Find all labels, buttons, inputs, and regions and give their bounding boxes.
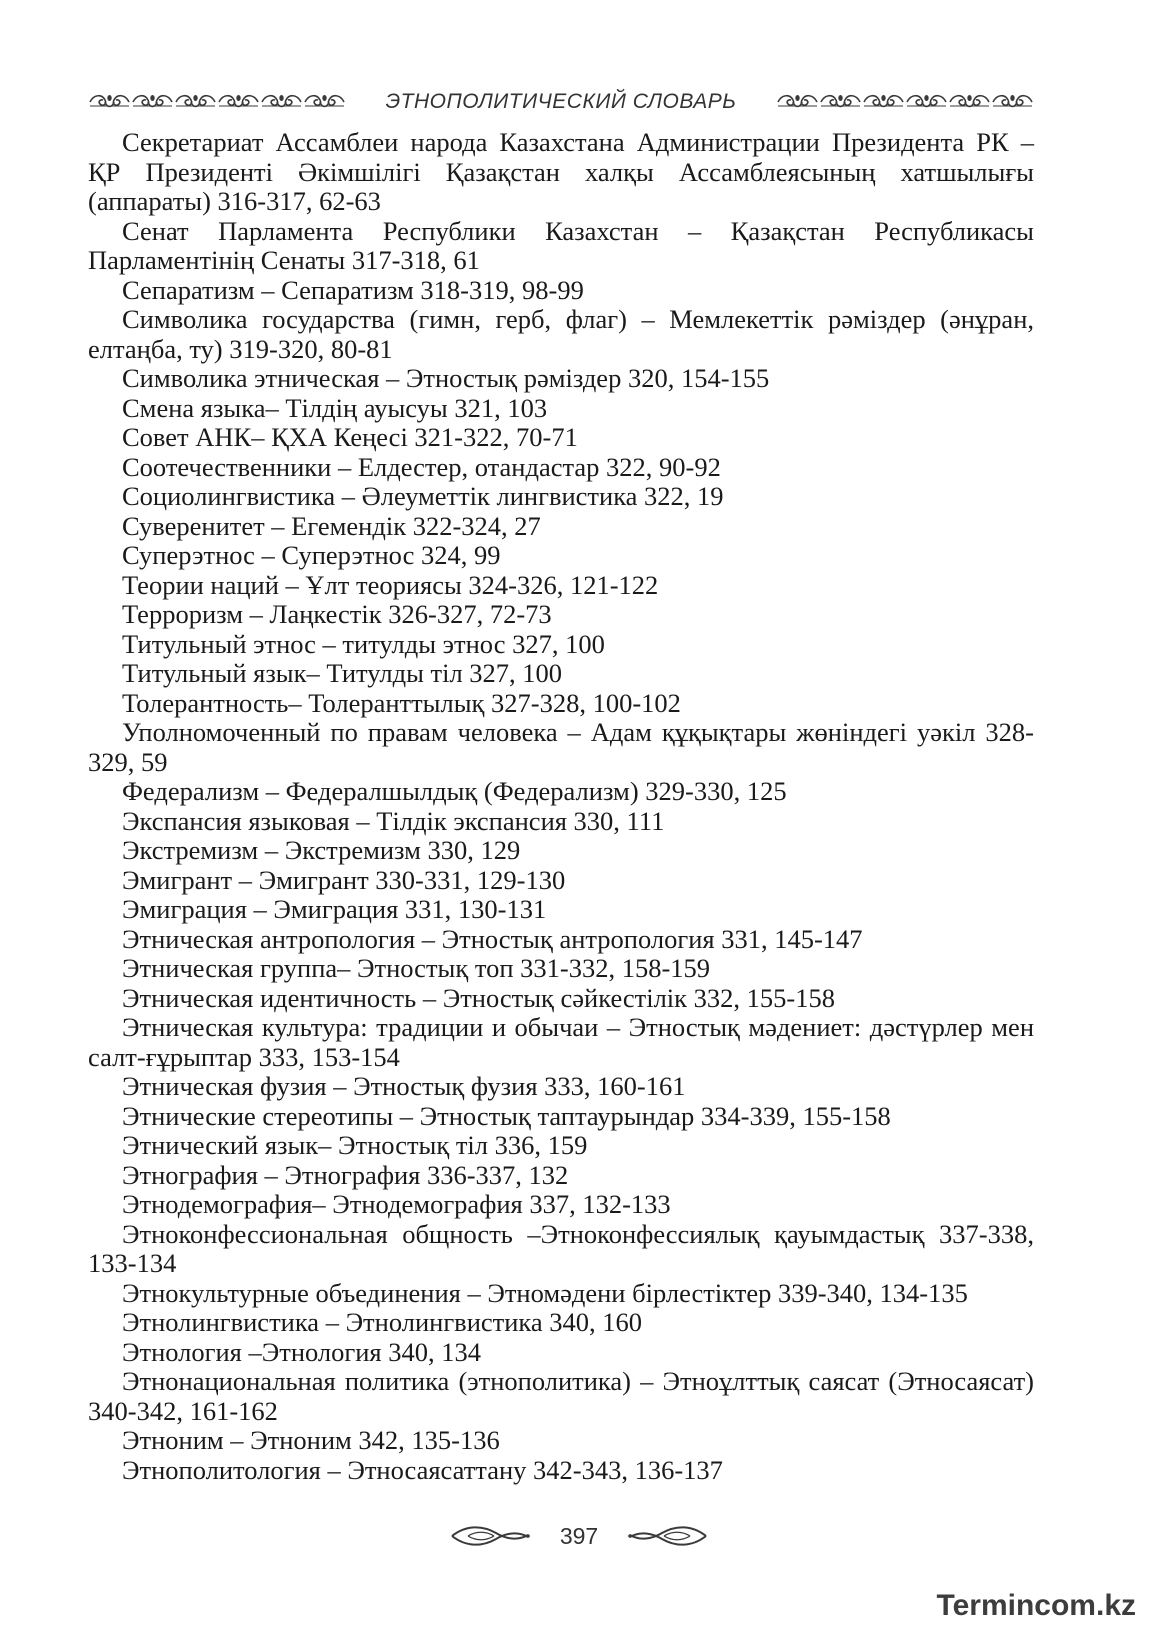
index-entry: Символика этническая – Этностық рәміздер 320, 154-155 bbox=[122, 363, 770, 393]
index-entry: Этнология –Этнология 340, 134 bbox=[122, 1336, 481, 1367]
running-header bbox=[88, 84, 1034, 120]
index-entry: Этнический язык– Этностық тіл 336, 159 bbox=[122, 1130, 588, 1160]
header-title: ЭТНОПОЛИТИЧЕСКИЙ СЛОВАРЬ bbox=[385, 90, 737, 113]
index-entry: Суверенитет – Егемендік 322-324, 27 bbox=[122, 510, 541, 541]
index-entry: Сенат Парламента Республики Казахстан – Қазақстан Республикасы Парламентінің Сенаты 317-318, 61 bbox=[88, 215, 1034, 275]
page-footer bbox=[0, 1516, 1158, 1556]
index-entry: Этнонациональная политика (этнополитика) – Этноұлттық саясат (Этносаясат) 340-342, 161-162 bbox=[88, 1366, 1034, 1426]
index-entry: Социолингвистика – Әлеуметтік лингвистика 322, 19 bbox=[122, 481, 724, 511]
swirl-ornament-icon bbox=[448, 1523, 532, 1549]
page-number: 397 bbox=[559, 1522, 599, 1549]
index-entry: Соотечественники – Елдестер, отандастар 322, 90-92 bbox=[122, 451, 721, 482]
index-entry: Секретариат Ассамблеи народа Казахстана Администрации Президента РК – ҚР Президенті Әкімшілігі Қазақстан халқы Ассамблеясының хатшылығы (аппараты) 316-317, 62-63 bbox=[88, 127, 1034, 216]
index-entry: Этноним – Этноним 342, 135-136 bbox=[122, 1425, 500, 1455]
index-entries bbox=[88, 128, 1034, 1485]
index-entry: Этнография – Этнография 336-337, 132 bbox=[122, 1159, 569, 1190]
index-entry: Толерантность– Толеранттылық 327-328, 100-102 bbox=[122, 687, 681, 718]
index-entry: Федерализм – Федералшылдық (Федерализм) 329-330, 125 bbox=[122, 776, 787, 806]
index-entry: Этнические стереотипы – Этностық таптаурындар 334-339, 155-158 bbox=[122, 1100, 891, 1131]
index-entry: Этнодемография– Этнодемография 337, 132-133 bbox=[122, 1189, 671, 1219]
index-entry: Этнолингвистика – Этнолингвистика 340, 160 bbox=[122, 1307, 643, 1337]
index-entry: Терроризм – Лаңкестік 326-327, 72-73 bbox=[122, 599, 552, 629]
index-entry: Уполномоченный по правам человека – Адам құқықтары жөніндегі уәкіл 328-329, 59 bbox=[88, 717, 1034, 777]
index-entry: Теории наций – Ұлт теориясы 324-326, 121-122 bbox=[122, 569, 659, 600]
index-entry: Суперэтнос – Суперэтнос 324, 99 bbox=[122, 540, 501, 570]
index-entry: Символика государства (гимн, герб, флаг) – Мемлекеттік рәміздер (әнұран, елтаңба, ту) 319-320, 80-81 bbox=[88, 304, 1034, 364]
index-entry: Титульный этнос – титулды этнос 327, 100 bbox=[122, 628, 605, 659]
index-entry: Экспансия языковая – Тілдік экспансия 330, 111 bbox=[122, 805, 665, 836]
index-entry: Экстремизм – Экстремизм 330, 129 bbox=[122, 835, 521, 865]
index-entry: Эмиграция – Эмиграция 331, 130-131 bbox=[122, 894, 547, 924]
index-entry: Этническая фузия – Этностық фузия 333, 160-161 bbox=[122, 1071, 686, 1101]
index-entry: Сепаратизм – Сепаратизм 318-319, 98-99 bbox=[122, 274, 584, 305]
scroll-ornament-icon bbox=[88, 91, 346, 113]
swirl-ornament-icon bbox=[626, 1523, 710, 1549]
index-entry: Этническая культура: традиции и обычаи – Этностық мәдениет: дәстүрлер мен салт-ғұрыптар 333, 153-154 bbox=[88, 1012, 1034, 1072]
scroll-ornament-icon bbox=[776, 91, 1034, 113]
index-entry: Этноконфессиональная общность –Этноконфессиялық қауымдастық 337-338, 133-134 bbox=[88, 1218, 1034, 1278]
index-entry: Смена языка– Тілдің ауысуы 321, 103 bbox=[122, 392, 548, 423]
index-entry: Этнополитология – Этносаясаттану 342-343, 136-137 bbox=[122, 1454, 723, 1485]
index-entry: Этническая группа– Этностық топ 331-332, 158-159 bbox=[122, 953, 711, 983]
index-entry: Титульный язык– Титулды тіл 327, 100 bbox=[122, 658, 563, 688]
index-entry: Этническая идентичность – Этностық сәйкестілік 332, 155-158 bbox=[122, 982, 835, 1013]
watermark-logo: Termincom.kz bbox=[936, 1589, 1136, 1622]
index-entry: Эмигрант – Эмигрант 330-331, 129-130 bbox=[122, 864, 566, 895]
index-entry: Совет АНК– ҚХА Кеңесі 321-322, 70-71 bbox=[122, 422, 578, 452]
index-entry: Этнокультурные объединения – Этномәдени бірлестіктер 339-340, 134-135 bbox=[122, 1277, 968, 1308]
index-entry: Этническая антропология – Этностық антропология 331, 145-147 bbox=[122, 923, 863, 954]
